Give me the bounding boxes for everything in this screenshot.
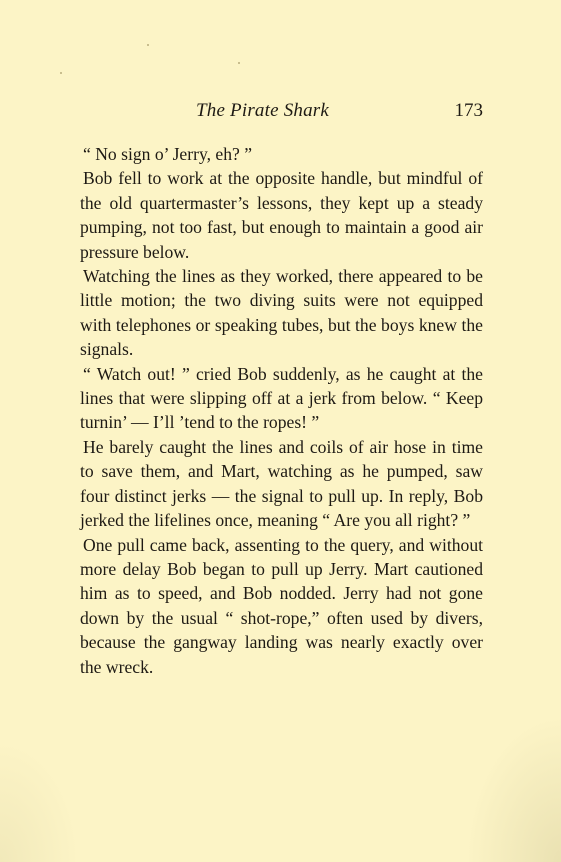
page-header (80, 100, 483, 130)
paper-speck (238, 62, 240, 64)
paragraph: He barely caught the lines and coils of air hose in time to save them, and Mart, watching as he pumped, saw four distinct jerks — the signal to pull up. In reply, Bob jerked the lifelines once, meaning “ Are you all right? ” (80, 436, 483, 531)
paragraph: Watching the lines as they worked, there appeared to be little motion; the two diving suits were not equipped with telephones or speaking tubes, but the boys knew the signals. (80, 266, 483, 360)
paragraph: Bob fell to work at the opposite handle, but mindful of the old quartermaster’s lessons, they kept up a steady pumping, not too fast, but enough to maintain a good air pressure below. (80, 168, 483, 262)
paper-speck (60, 72, 62, 74)
paragraph: “ No sign o’ Jerry, eh? ” (83, 144, 253, 164)
body-text (80, 142, 483, 679)
page-number: 173 (454, 100, 483, 121)
paragraph: “ Watch out! ” cried Bob suddenly, as he caught at the lines that were slipping off at a jerk from below. “ Keep turnin’ — I’ll ’tend to the ropes! ” (80, 363, 483, 433)
running-title: The Pirate Shark (196, 100, 330, 121)
paper-speck (147, 44, 149, 46)
paragraph: One pull came back, assenting to the query, and without more delay Bob began to pull up Jerry. Mart cautioned him as to speed, and Bob nodded. Jerry had not gone down by the usual “ shot-rope,” often used by divers, because the gangway landing was nearly exactly over the wreck. (80, 534, 483, 677)
